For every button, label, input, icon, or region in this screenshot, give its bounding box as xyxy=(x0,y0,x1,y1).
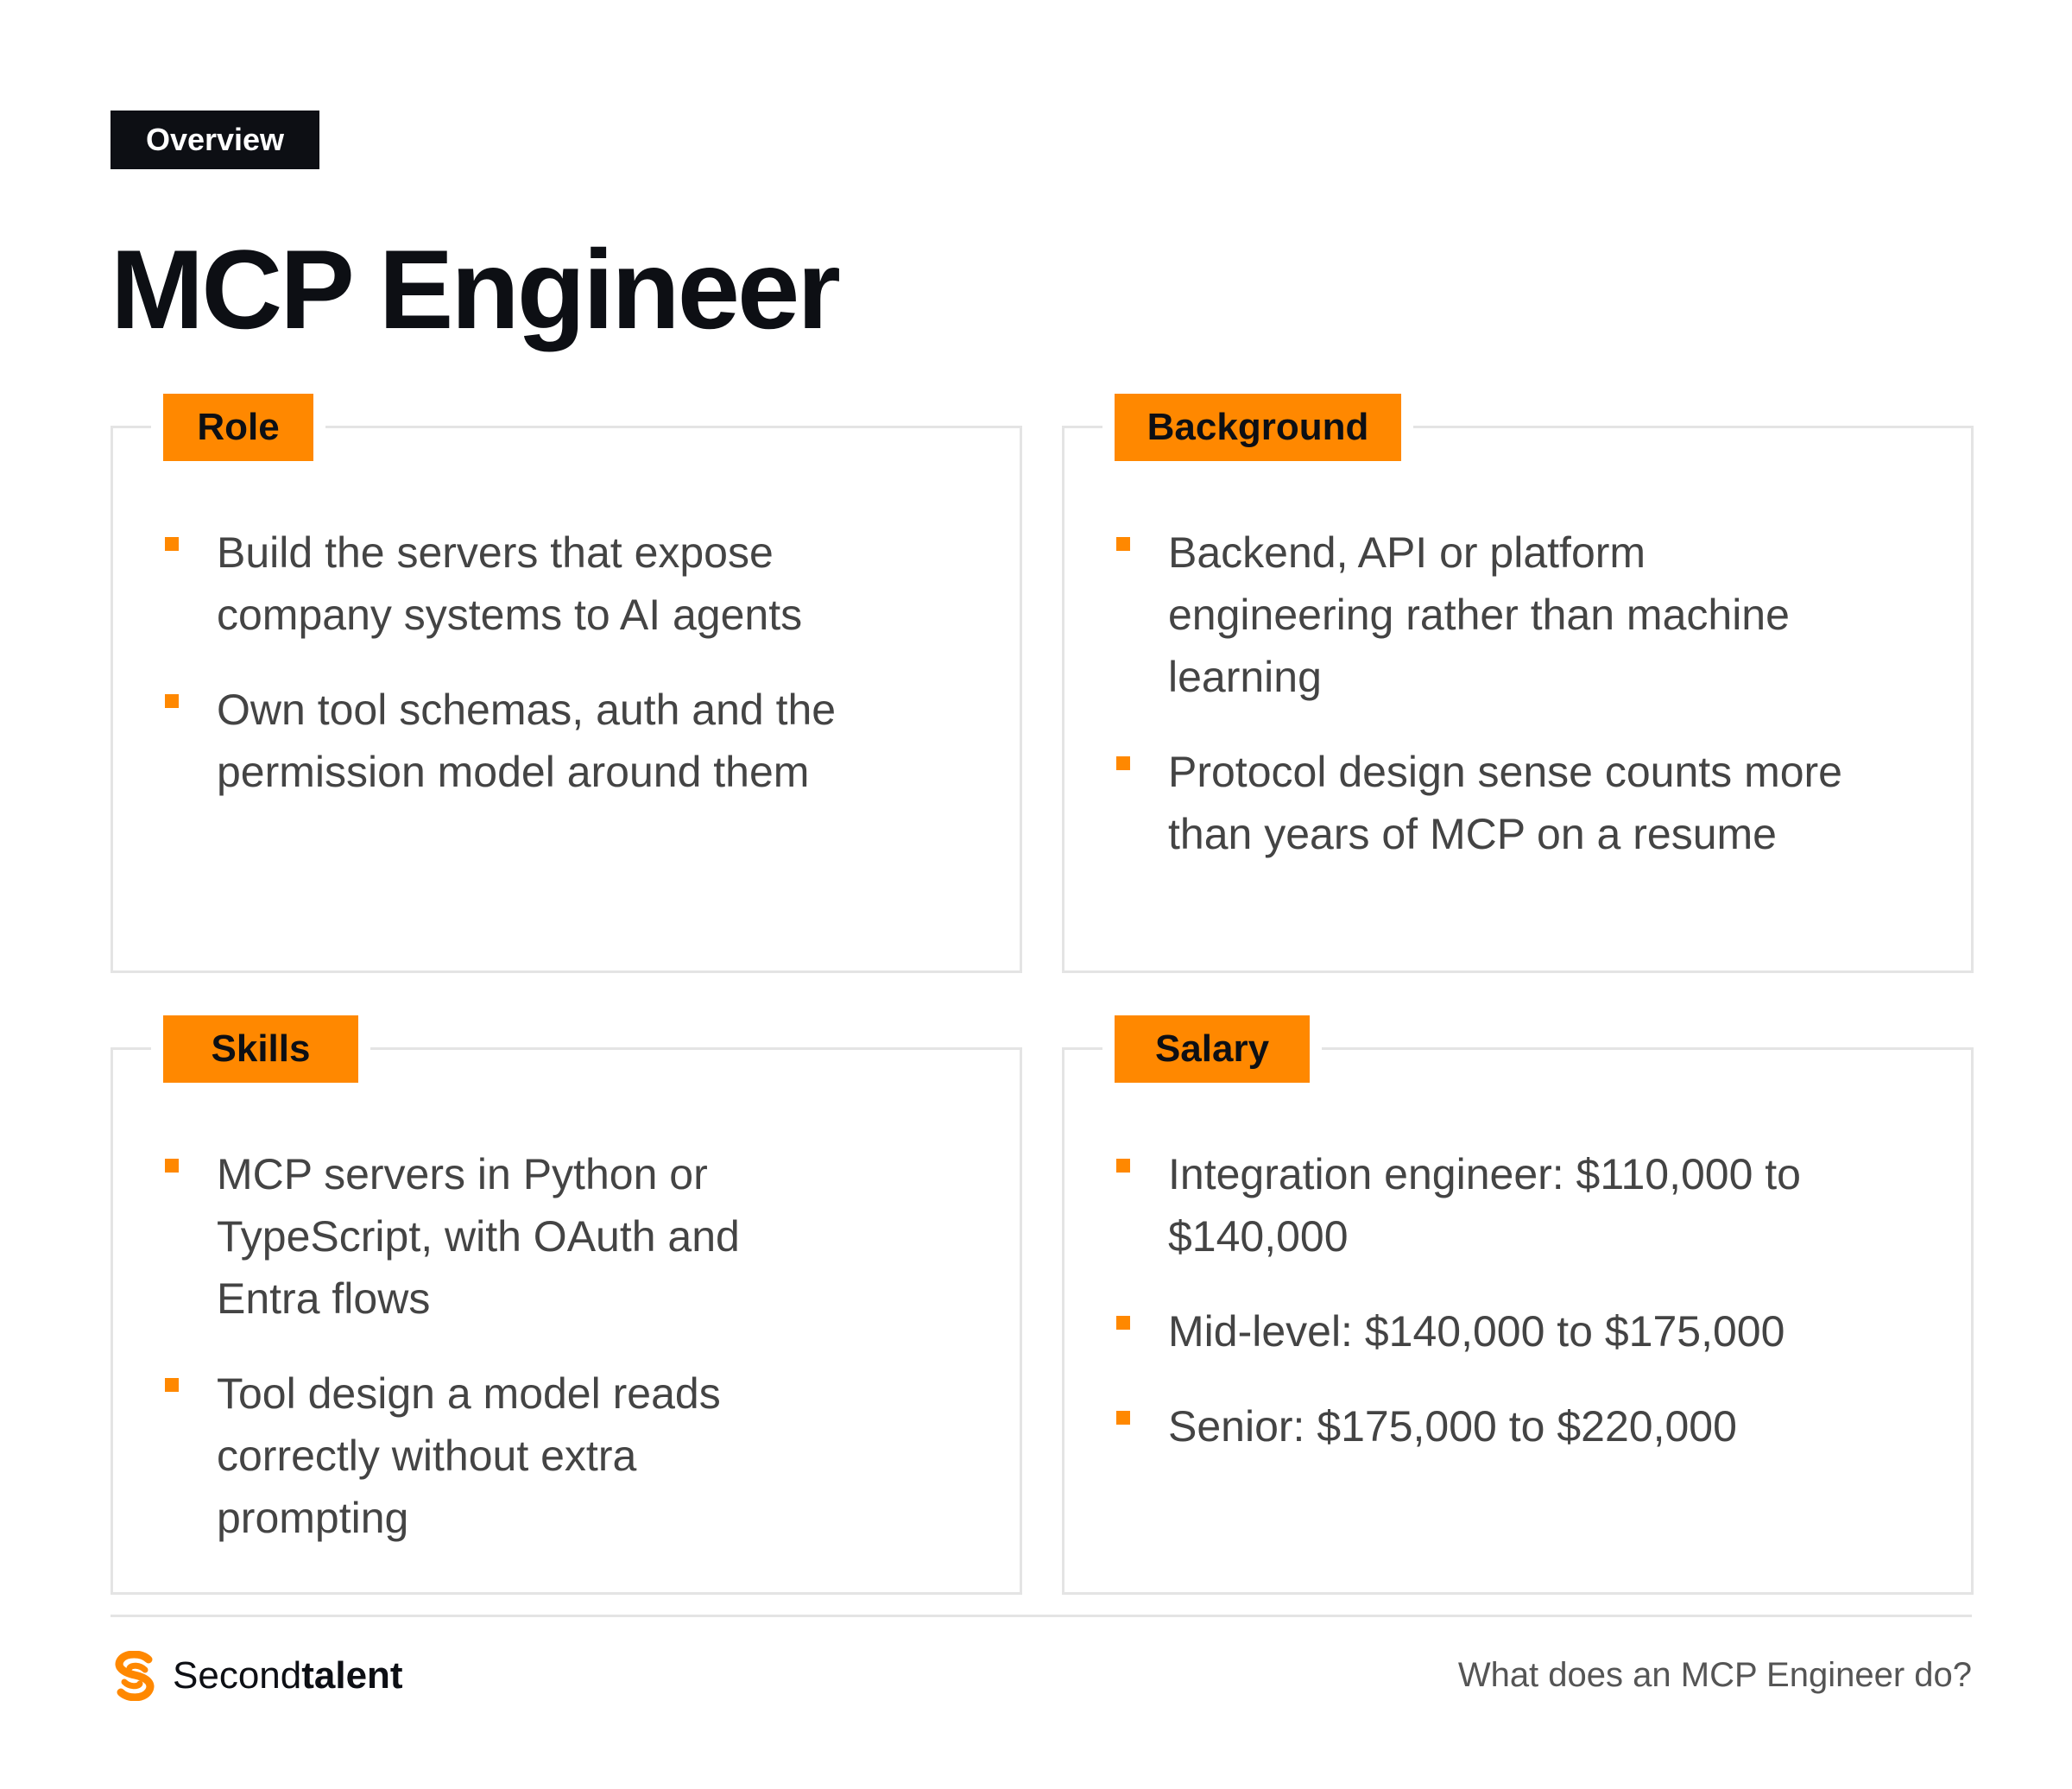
square-bullet-icon xyxy=(1116,537,1130,551)
list-item-text: Own tool schemas, auth and the permission model around them xyxy=(217,686,837,796)
list-item-text: Build the servers that expose company systems to AI agents xyxy=(217,528,803,639)
brand xyxy=(111,1649,403,1703)
skills-list xyxy=(163,1143,985,1582)
list-item xyxy=(1115,1300,1936,1362)
square-bullet-icon xyxy=(165,694,179,708)
skills-label: Skills xyxy=(163,1015,358,1083)
list-item xyxy=(1115,1143,1936,1267)
list-item-text: Senior: $175,000 to $220,000 xyxy=(1168,1402,1737,1451)
list-item xyxy=(1115,1395,1936,1457)
square-bullet-icon xyxy=(1116,1411,1130,1425)
list-item-text: MCP servers in Python or TypeScript, with OAuth and Entra flows xyxy=(217,1150,740,1323)
salary-card xyxy=(1062,1027,1974,1595)
brand-name-light: Second xyxy=(173,1654,302,1697)
background-list xyxy=(1115,522,1936,898)
role-list xyxy=(163,522,985,836)
list-item xyxy=(1115,741,1936,865)
brand-name xyxy=(173,1654,403,1697)
overview-tag: Overview xyxy=(111,111,319,169)
footer-divider xyxy=(111,1615,1972,1617)
brand-name-bold: talent xyxy=(301,1654,403,1697)
list-item-text: Tool design a model reads correctly without extra prompting xyxy=(217,1369,721,1542)
background-card xyxy=(1062,406,1974,973)
secondtalent-logo-icon xyxy=(111,1651,159,1701)
square-bullet-icon xyxy=(165,1159,179,1173)
list-item xyxy=(163,679,985,803)
list-item xyxy=(1115,522,1936,708)
square-bullet-icon xyxy=(1116,1316,1130,1330)
salary-label: Salary xyxy=(1115,1015,1310,1083)
square-bullet-icon xyxy=(1116,756,1130,770)
square-bullet-icon xyxy=(165,1378,179,1392)
list-item-text: Backend, API or platform engineering rather than machine learning xyxy=(1168,528,1790,701)
role-card xyxy=(111,406,1022,973)
list-item xyxy=(163,1143,985,1330)
salary-list xyxy=(1115,1143,1936,1490)
role-label: Role xyxy=(163,394,313,461)
footer-caption: What does an MCP Engineer do? xyxy=(1457,1656,1972,1694)
square-bullet-icon xyxy=(165,537,179,551)
list-item-text: Protocol design sense counts more than years of MCP on a resume xyxy=(1168,748,1842,858)
list-item-text: Integration engineer: $110,000 to $140,000 xyxy=(1168,1150,1801,1261)
skills-card xyxy=(111,1027,1022,1595)
background-label: Background xyxy=(1115,394,1401,461)
square-bullet-icon xyxy=(1116,1159,1130,1173)
list-item-text: Mid-level: $140,000 to $175,000 xyxy=(1168,1307,1785,1356)
page-title: MCP Engineer xyxy=(111,226,838,352)
list-item xyxy=(163,1362,985,1549)
list-item xyxy=(163,522,985,646)
